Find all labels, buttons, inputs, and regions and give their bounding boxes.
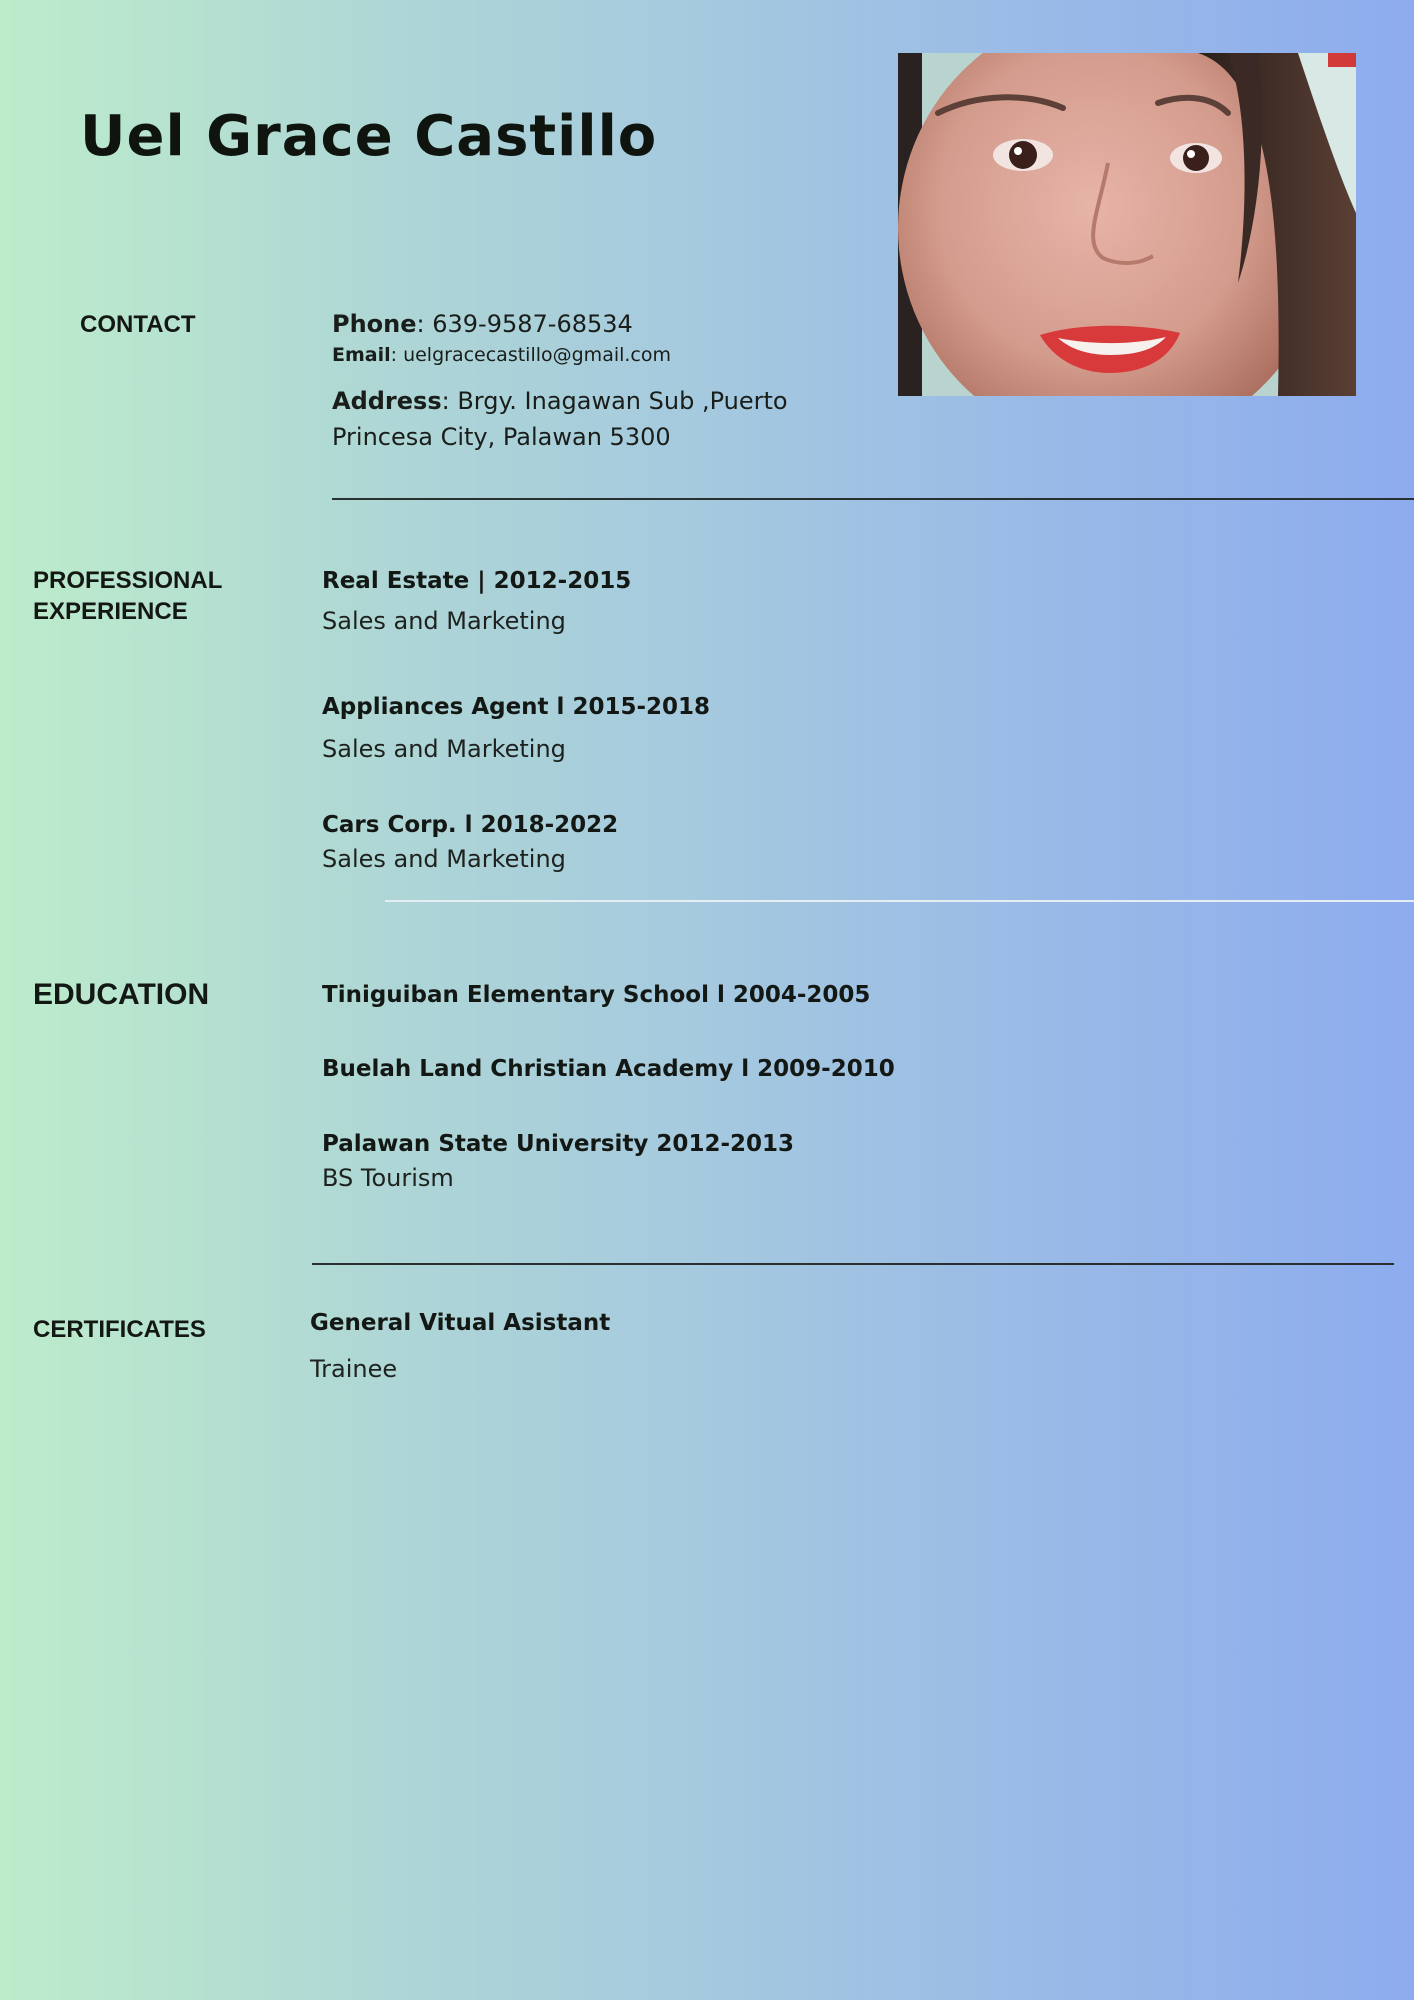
certificate-item	[310, 1306, 610, 1386]
divider	[312, 1263, 1394, 1265]
education-heading: EDUCATION	[33, 978, 210, 1011]
experience-title: Appliances Agent l 2015-2018	[322, 694, 711, 720]
education-item	[322, 978, 870, 1012]
experience-item	[322, 564, 631, 638]
email-value: : uelgracecastillo@gmail.com	[390, 344, 672, 366]
education-title: Palawan State University 2012-2013	[322, 1131, 795, 1157]
divider	[332, 498, 1414, 500]
phone-label: Phone	[332, 310, 417, 338]
experience-role: Sales and Marketing	[322, 845, 566, 873]
certificates-heading: CERTIFICATES	[33, 1316, 206, 1343]
experience-role: Sales and Marketing	[322, 735, 566, 763]
email-label: Email	[332, 344, 391, 366]
contact-heading: CONTACT	[80, 311, 196, 338]
address-value: : Brgy. Inagawan Sub ,Puerto Princesa City, Palawan 5300	[332, 387, 788, 451]
experience-role: Sales and Marketing	[322, 607, 566, 635]
certificate-title: General Vitual Asistant	[310, 1310, 611, 1336]
phone-value: : 639-9587-68534	[416, 310, 633, 338]
contact-details	[332, 307, 872, 455]
experience-title: Cars Corp. l 2018-2022	[322, 812, 619, 838]
address-line	[332, 383, 872, 455]
divider	[385, 900, 1414, 902]
email-line	[332, 341, 872, 369]
certificate-detail: Trainee	[310, 1355, 398, 1383]
education-title: Buelah Land Christian Academy l 2009-2010	[322, 1056, 895, 1082]
education-detail: BS Tourism	[322, 1164, 454, 1192]
education-title: Tiniguiban Elementary School l 2004-2005	[322, 982, 871, 1008]
experience-item	[322, 690, 710, 766]
candidate-name: Uel Grace Castillo	[80, 104, 658, 169]
experience-item	[322, 808, 618, 876]
experience-heading: PROFESSIONAL EXPERIENCE	[33, 567, 222, 626]
experience-title: Real Estate | 2012-2015	[322, 568, 632, 594]
education-item	[322, 1127, 794, 1195]
education-item	[322, 1052, 895, 1086]
profile-photo	[898, 53, 1356, 396]
address-label: Address	[332, 387, 442, 415]
phone-line	[332, 307, 872, 341]
